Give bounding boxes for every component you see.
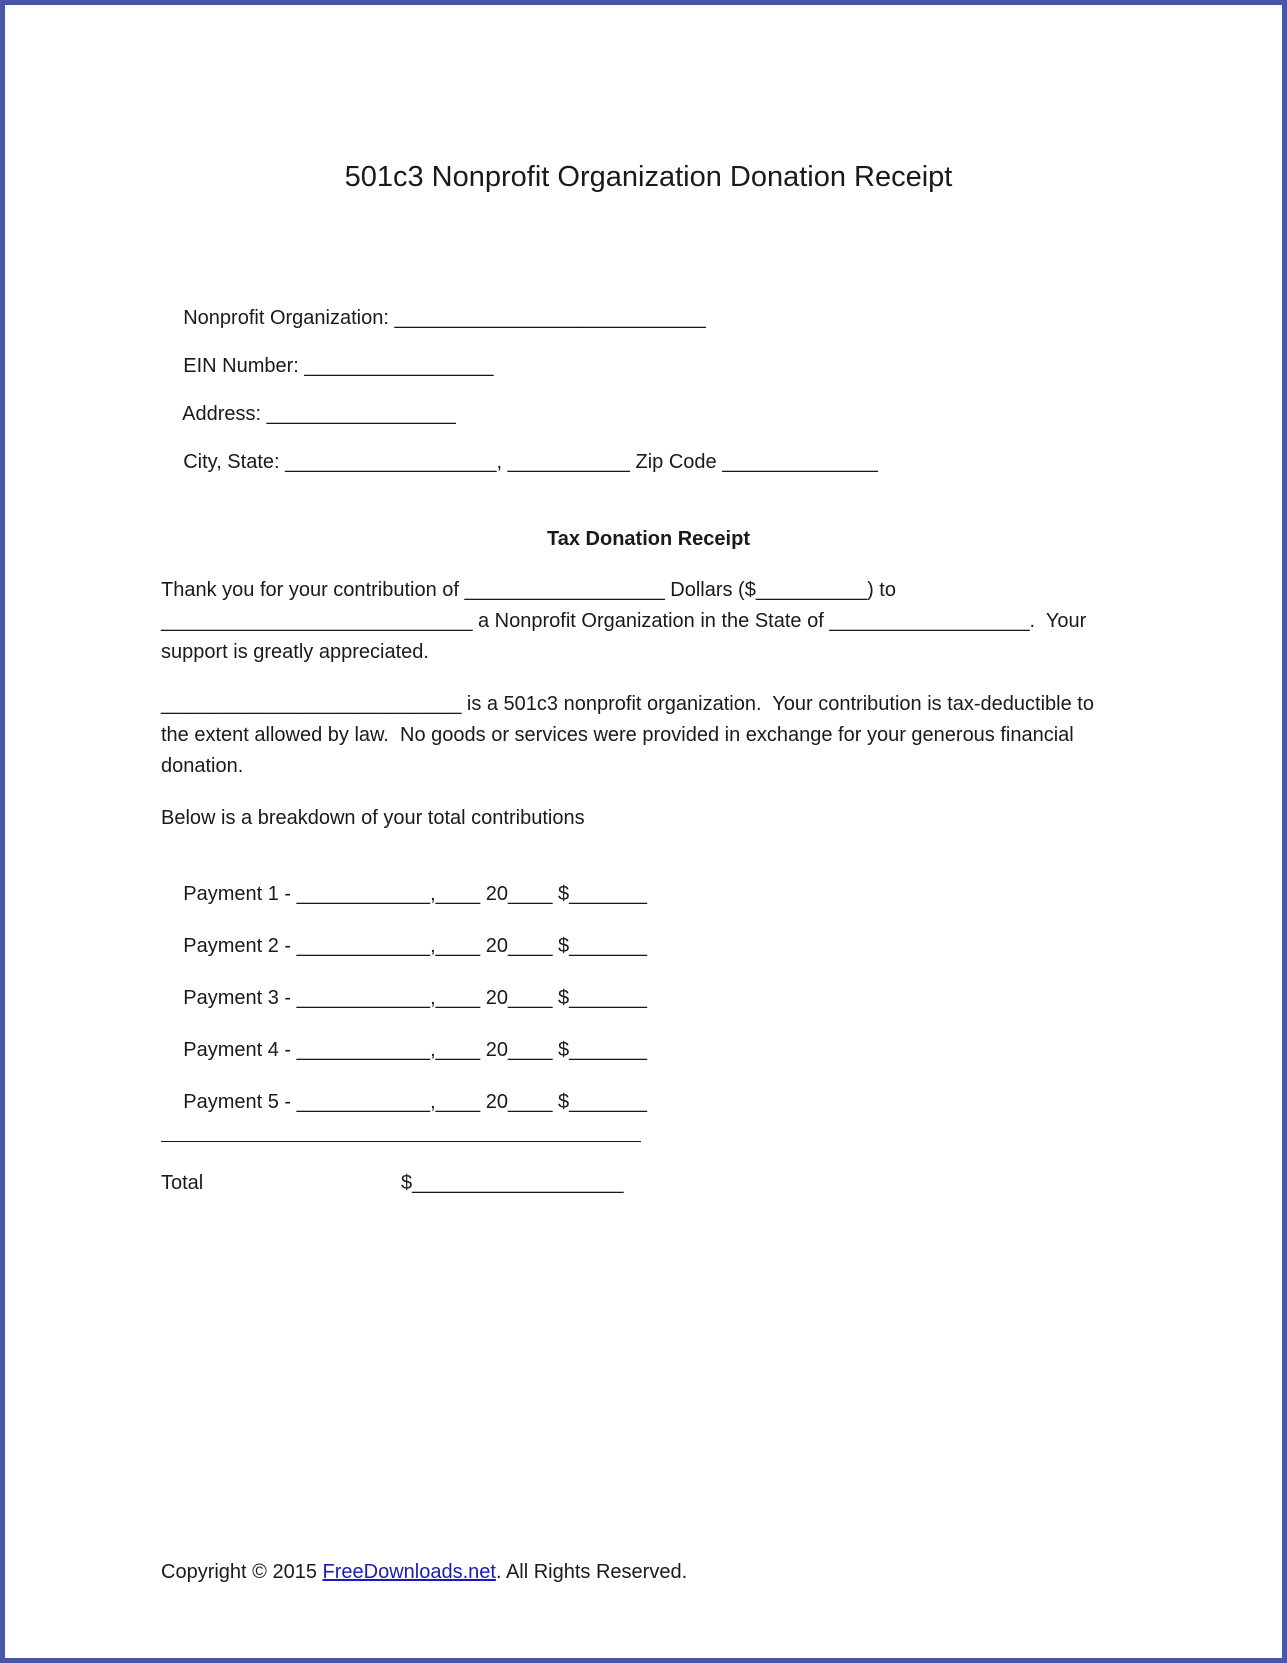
address-blank[interactable]: _________________ [266,403,456,425]
city-state-blank[interactable]: ___________________, ___________ Zip Code ______________ [285,451,878,473]
address-label: Address: [182,403,262,425]
city-state-field [161,426,878,498]
ein-label: EIN Number: [183,355,299,377]
freedownloads-link[interactable]: FreeDownloads.net [322,1561,496,1583]
copyright-footer [161,1560,687,1584]
org-name-blank[interactable]: ____________________________ [394,307,706,329]
receipt-heading: Tax Donation Receipt [547,528,750,550]
tax-deductible-text: ___________________________ is a 501c3 nonprofit organization. Your contribution is tax-deductible to the extent allowed by law. No goods or services were provided in exchange for your generous financial donation. [161,693,1100,777]
org-name-label: Nonprofit Organization: [183,307,389,329]
thank-you-paragraph [161,575,1121,668]
document-title: 501c3 Nonprofit Organization Donation Receipt [344,161,953,193]
payment-blank[interactable]: ____________,____ 20____ $_______ [296,1039,647,1061]
total-divider [161,1141,641,1142]
payment-blank[interactable]: ____________,____ 20____ $_______ [296,935,647,957]
city-state-label: City, State: [183,451,280,473]
payment-label: Payment 3 - [183,987,292,1009]
payment-label: Payment 2 - [183,935,292,957]
total-label: Total [161,1172,204,1194]
breakdown-intro: Below is a breakdown of your total contributions [161,807,585,829]
copyright-prefix: Copyright © 2015 [161,1561,323,1583]
payment-blank[interactable]: ____________,____ 20____ $_______ [296,883,647,905]
copyright-suffix: . All Rights Reserved. [495,1561,688,1583]
payment-row [161,1066,647,1138]
payment-blank[interactable]: ____________,____ 20____ $_______ [296,987,647,1009]
ein-blank[interactable]: _________________ [304,355,494,377]
tax-deductible-paragraph [161,689,1121,782]
total-blank[interactable]: $___________________ [401,1172,624,1194]
payment-label: Payment 1 - [183,883,292,905]
payment-label: Payment 5 - [183,1091,292,1113]
payment-label: Payment 4 - [183,1039,292,1061]
payment-blank[interactable]: ____________,____ 20____ $_______ [296,1091,647,1113]
thank-you-text: Thank you for your contribution of __________________ Dollars ($__________) to ____________________________ a Nonprofit Organization in the State of __________________. Your support is greatly appreciated. [161,579,1092,663]
